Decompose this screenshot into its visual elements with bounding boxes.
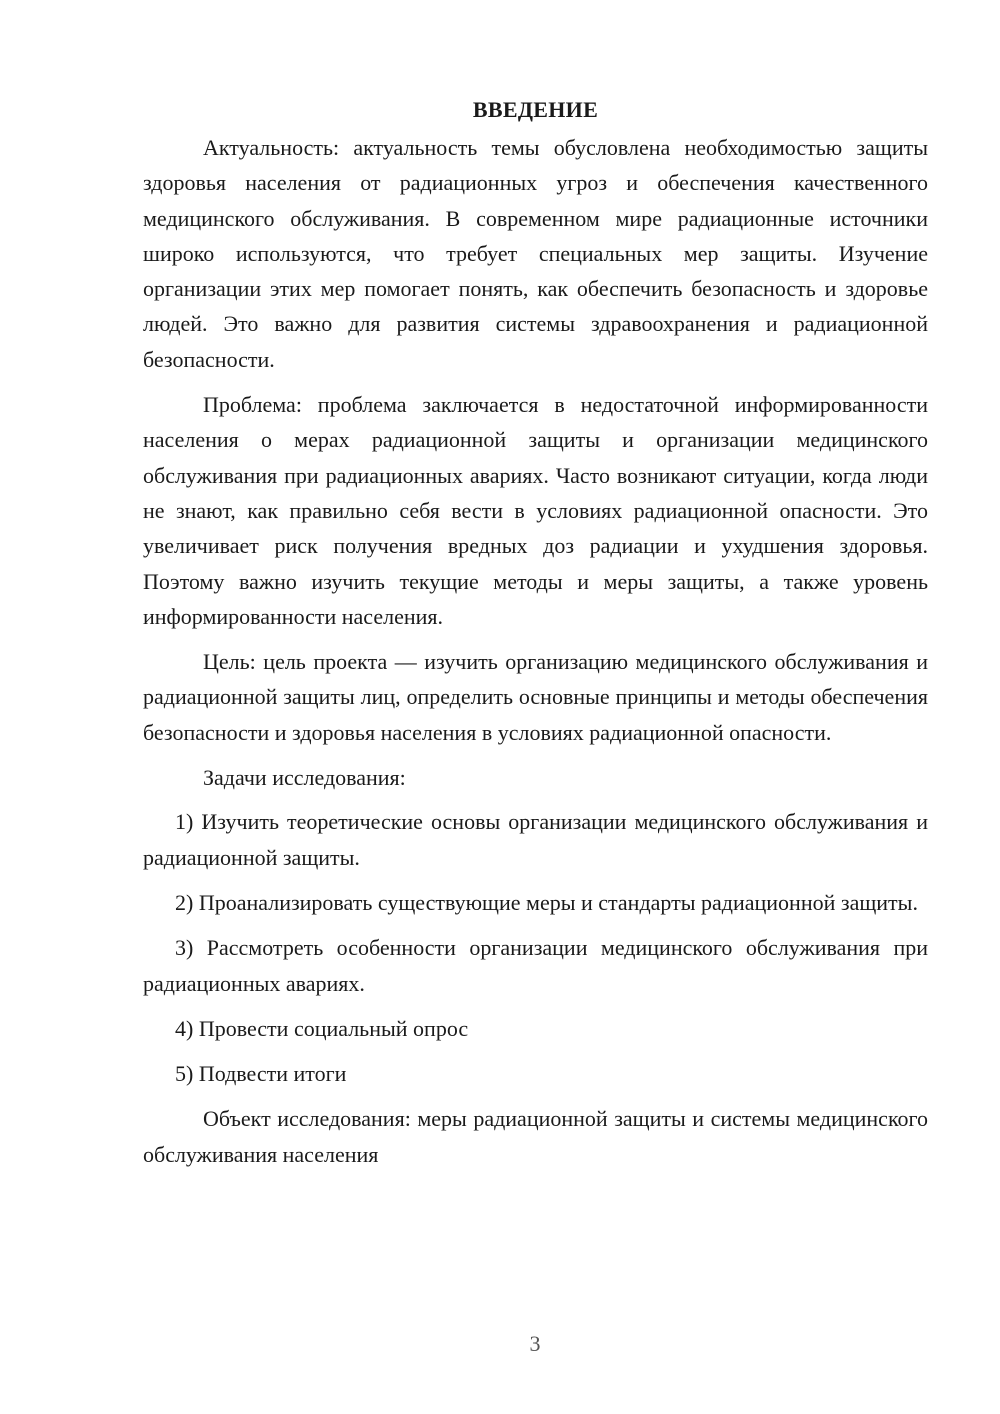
page-number: 3 <box>529 1331 541 1356</box>
problem-paragraph: Проблема: проблема заключается в недостаточной информированности населения о мерах радиационной защиты и организации медицинского обслуживания при радиационных авариях. Часто возникают ситуации, когда люди не знают, как правильно себя вести в условиях радиационной опасности. Это увеличивает риск получения вредных доз радиации и ухудшения здоровья. Поэтому важно изучить текущие методы и меры защиты, а также уровень информированности населения. <box>143 392 928 629</box>
goal-paragraph: Цель: цель проекта — изучить организацию медицинского обслуживания и радиационной защиты лиц, определить основные принципы и методы обеспечения безопасности и здоровья населения в условиях радиационной опасности. <box>143 649 928 745</box>
task-item: 2) Проанализировать существующие меры и стандарты радиационной защиты. <box>175 889 918 915</box>
document-page <box>143 92 928 1182</box>
task-item: 1) Изучить теоретические основы организации медицинского обслуживания и радиационной защиты. <box>143 809 928 870</box>
task-item: 5) Подвести итоги <box>175 1061 347 1087</box>
tasks-heading: Задачи исследования: <box>203 765 406 791</box>
tasks-list <box>143 804 928 1091</box>
page-title: ВВЕДЕНИЕ <box>472 97 599 122</box>
task-item: 3) Рассмотреть особенности организации медицинского обслуживания при радиационных авариях. <box>143 935 928 996</box>
relevance-paragraph: Актуальность: актуальность темы обусловлена необходимостью защиты здоровья населения от радиационных угроз и обеспечения качественного медицинского обслуживания. В современном мире радиационные источники широко используются, что требует специальных мер защиты. Изучение организации этих мер помогает понять, как обеспечить безопасность и здоровье людей. Это важно для развития системы здравоохранения и радиационной безопасности. <box>143 135 928 372</box>
task-item: 4) Провести социальный опрос <box>175 1015 469 1041</box>
object-paragraph: Объект исследования: меры радиационной защиты и системы медицинского обслуживания населения <box>143 1106 928 1167</box>
